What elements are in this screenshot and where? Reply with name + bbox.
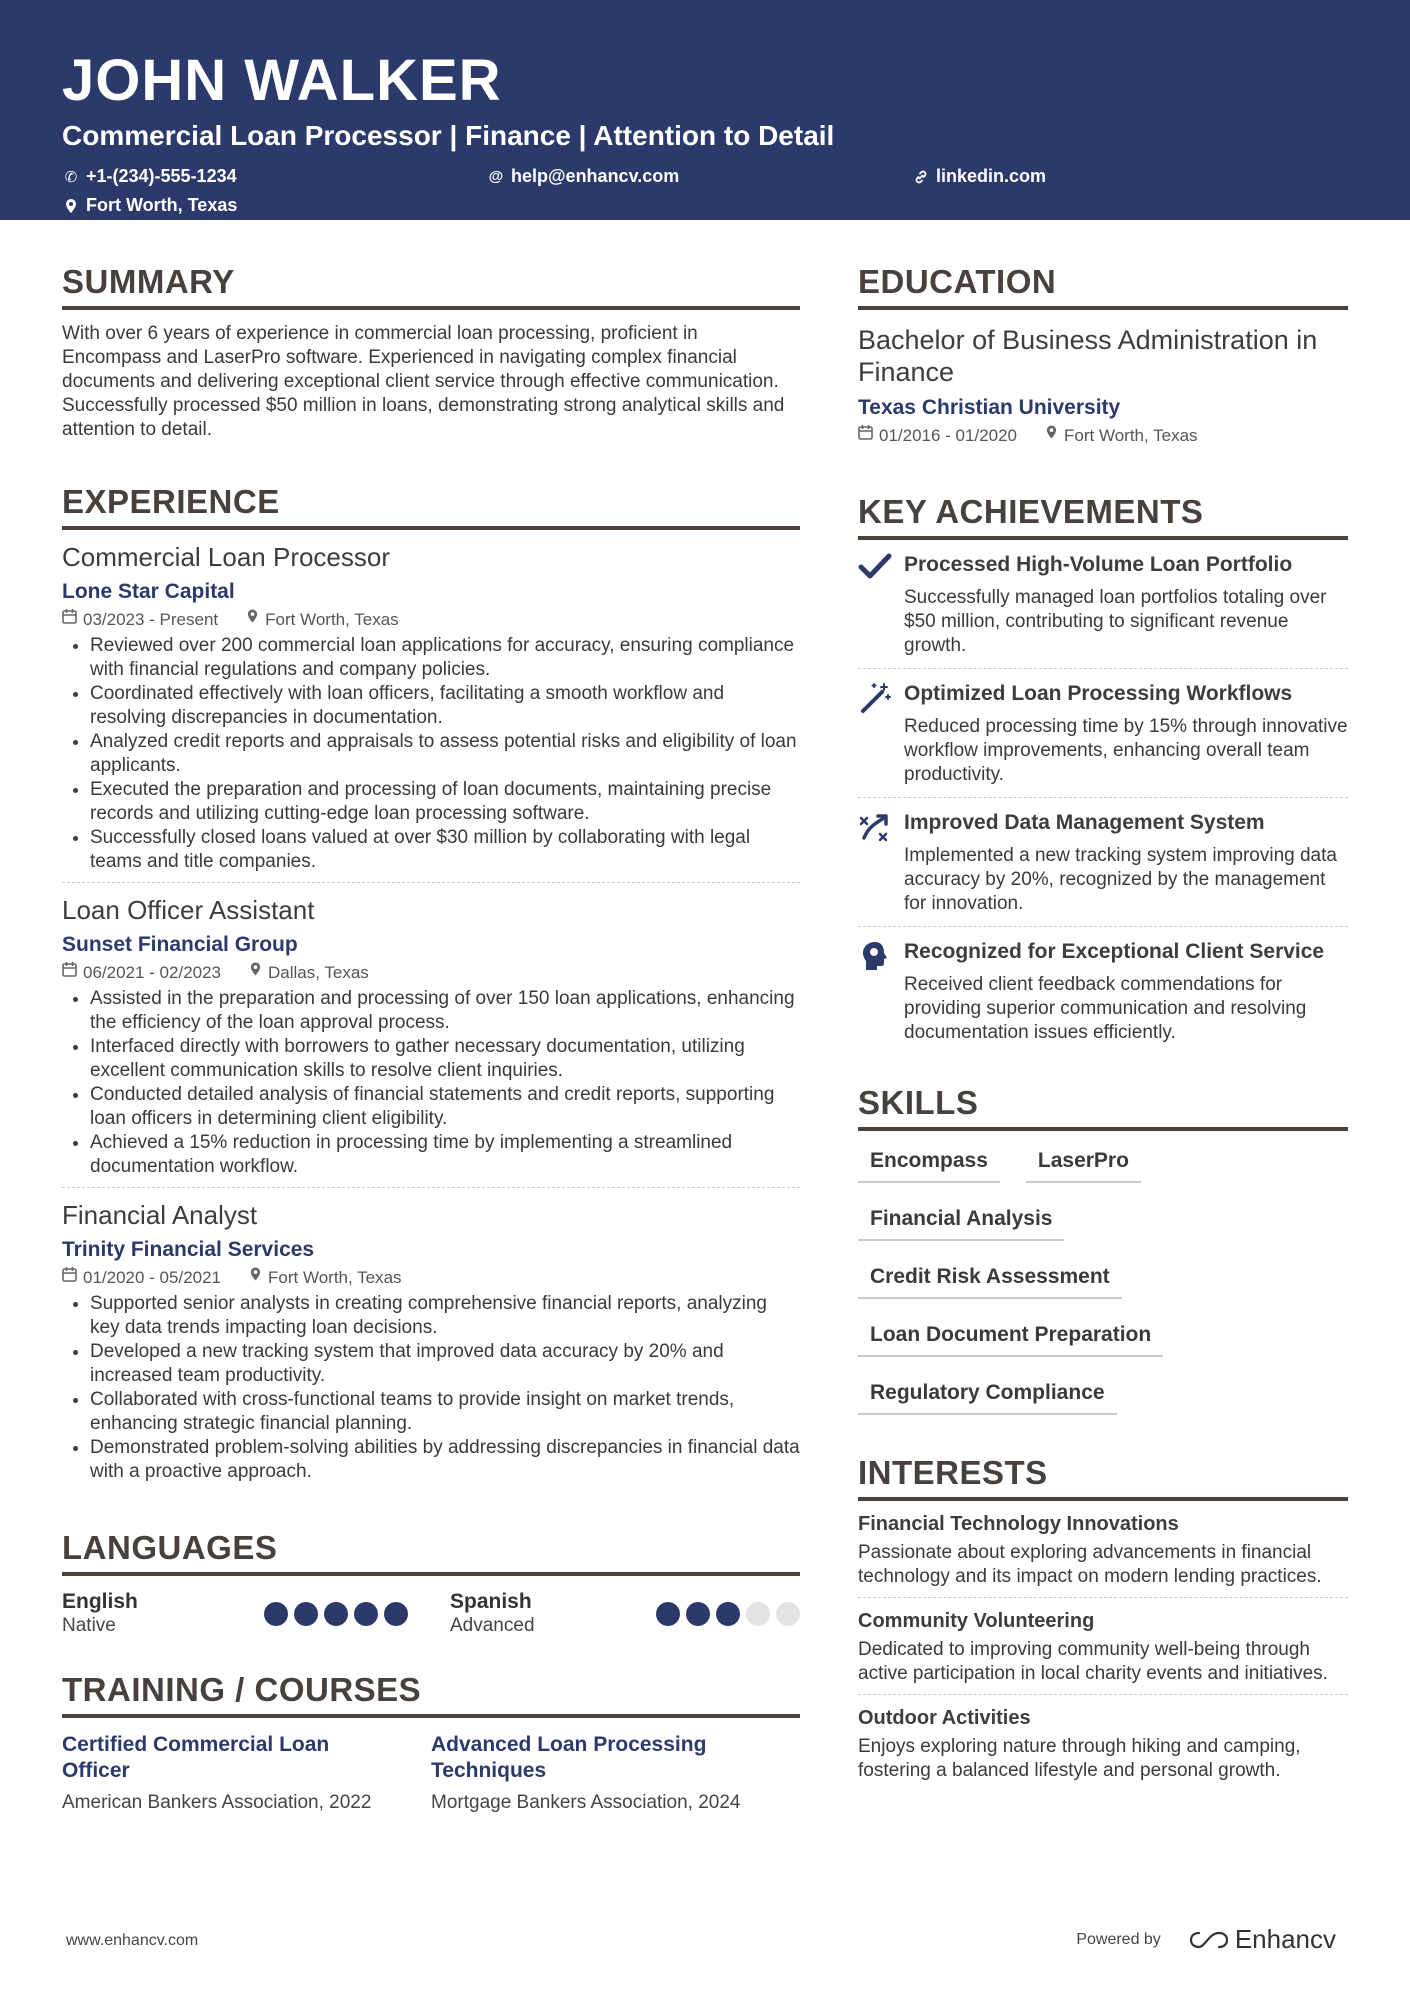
job-dates: 01/2020 - 05/2021 [83, 1268, 222, 1287]
job-meta [62, 1266, 800, 1290]
language-name: Spanish [450, 1590, 532, 1613]
course-item [62, 1732, 431, 1816]
course-title: Advanced Loan Processing Techniques [431, 1733, 707, 1782]
rating-dot-filled [384, 1602, 408, 1626]
location-pin-icon [249, 1266, 262, 1290]
language-name: English [62, 1590, 138, 1613]
phone-text: +1-(234)-555-1234 [86, 166, 237, 186]
email-text: help@enhancv.com [511, 166, 680, 186]
calendar-icon [62, 1266, 77, 1290]
job-bullets [62, 987, 800, 1179]
footer-url[interactable]: www.enhancv.com [66, 1932, 199, 1949]
job-bullet: • Demonstrated problem-solving abilities by addressing discrepancies in financial data with a proactive approach. [90, 1436, 800, 1484]
achievement-item [858, 540, 1348, 668]
powered-by-label: Powered by [1076, 1930, 1161, 1948]
calendar-icon [62, 961, 77, 985]
course-title: Certified Commercial Loan Officer [62, 1733, 330, 1782]
interest-item [858, 1597, 1348, 1694]
course-org: American Bankers Association, 2022 [62, 1792, 372, 1813]
job-title: Loan Officer Assistant [62, 895, 315, 925]
interest-item [858, 1501, 1348, 1597]
contact-phone[interactable] [62, 164, 487, 189]
education-location: Fort Worth, Texas [1064, 426, 1198, 445]
section-title: EDUCATION [858, 260, 1348, 310]
job-entry [62, 530, 800, 882]
section-title: TRAINING / COURSES [62, 1668, 800, 1718]
skill-tag: Credit Risk Assessment [858, 1259, 1122, 1299]
training-section [62, 1668, 800, 1816]
rating-dot-filled [294, 1602, 318, 1626]
job-bullet: • Analyzed credit reports and appraisals to assess potential risks and eligibility of loan applicants. [90, 730, 800, 778]
job-meta [62, 961, 800, 985]
interest-desc: Enjoys exploring nature through hiking and camping, fostering a balanced lifestyle and personal growth. [858, 1736, 1301, 1781]
rating-dot-filled [656, 1602, 680, 1626]
job-bullets [62, 634, 800, 874]
job-bullet: • Executed the preparation and processing of loan documents, maintaining precise records and utilizing cutting-edge loan processing software. [90, 778, 800, 826]
skill-tag: LaserPro [1026, 1143, 1141, 1183]
interest-title: Community Volunteering [858, 1610, 1095, 1632]
languages-list [62, 1590, 800, 1638]
achievement-item [858, 797, 1348, 926]
rating-dot-empty [746, 1602, 770, 1626]
achievement-desc: Successfully managed loan portfolios totaling over $50 million, contributing to significant revenue growth. [904, 587, 1327, 656]
link-icon [912, 169, 930, 185]
language-item [62, 1590, 408, 1638]
location-pin-icon [62, 198, 80, 214]
website-text: linkedin.com [936, 166, 1047, 186]
rating-dot-filled [324, 1602, 348, 1626]
location-text: Fort Worth, Texas [86, 195, 238, 215]
summary-text: With over 6 years of experience in commercial loan processing, proficient in Encompass and LaserPro software. Experienced in navigating complex financial documents and delivering exceptional client service through effective communication. Successfully processed $50 million in loans, demonstrating strong analytical skills and attention to detail. [62, 323, 785, 440]
section-title: INTERESTS [858, 1451, 1348, 1501]
candidate-name: JOHN WALKER [62, 48, 502, 113]
achievement-desc: Implemented a new tracking system improving data accuracy by 20%, recognized by the management for innovation. [904, 845, 1337, 914]
section-title: SKILLS [858, 1081, 1348, 1131]
job-title: Financial Analyst [62, 1200, 258, 1230]
head-profile-icon [858, 939, 904, 1045]
strategy-arrow-icon [858, 810, 904, 916]
brand-name: Enhancv [1234, 1924, 1336, 1954]
contact-website[interactable] [912, 164, 1212, 189]
job-dates: 06/2021 - 02/2023 [83, 963, 222, 982]
achievement-desc: Received client feedback commendations for providing superior communication and resolving documentation issues efficiently. [904, 974, 1307, 1043]
experience-section [62, 480, 800, 1492]
location-pin-icon [249, 961, 262, 985]
school-name: Texas Christian University [858, 396, 1121, 419]
job-bullet: • Successfully closed loans valued at over $30 million by collaborating with legal teams and title companies. [90, 826, 800, 874]
section-title: KEY ACHIEVEMENTS [858, 490, 1348, 540]
language-level: Advanced [450, 1615, 535, 1636]
company-name: Lone Star Capital [62, 580, 235, 603]
language-item [450, 1590, 800, 1638]
location-pin-icon [1045, 424, 1058, 448]
interest-title: Financial Technology Innovations [858, 1513, 1179, 1535]
location-pin-icon [246, 608, 259, 632]
rating-dot-empty [776, 1602, 800, 1626]
job-entry [62, 882, 800, 1187]
company-name: Trinity Financial Services [62, 1238, 315, 1261]
rating-dot-filled [686, 1602, 710, 1626]
achievement-title: Improved Data Management System [904, 811, 1265, 834]
job-meta [62, 608, 800, 632]
skills-section [858, 1081, 1348, 1415]
education-dates: 01/2016 - 01/2020 [879, 426, 1018, 445]
achievements-section [858, 490, 1348, 1055]
rating-dot-filled [716, 1602, 740, 1626]
skill-tag: Regulatory Compliance [858, 1375, 1117, 1415]
section-title: LANGUAGES [62, 1526, 800, 1576]
skill-tag: Financial Analysis [858, 1201, 1064, 1241]
course-item [431, 1732, 800, 1816]
skills-list [858, 1143, 1288, 1415]
interest-item [858, 1694, 1348, 1791]
achievement-title: Recognized for Exceptional Client Service [904, 940, 1325, 963]
at-icon: @ [488, 168, 504, 185]
interest-desc: Dedicated to improving community well-being through active participation in local charity events and initiatives. [858, 1639, 1328, 1684]
job-bullet: • Developed a new tracking system that improved data accuracy by 20% and increased team productivity. [90, 1340, 800, 1388]
contact-info [62, 164, 1348, 218]
candidate-headline: Commercial Loan Processor | Finance | Attention to Detail [62, 120, 835, 151]
magic-wand-icon [858, 681, 904, 787]
skill-tag: Encompass [858, 1143, 1000, 1183]
checkmark-icon [858, 552, 904, 658]
job-title: Commercial Loan Processor [62, 542, 391, 572]
education-section [858, 260, 1348, 448]
calendar-icon [62, 608, 77, 632]
achievement-title: Processed High-Volume Loan Portfolio [904, 553, 1293, 576]
resume-header [0, 0, 1410, 220]
job-bullet: • Conducted detailed analysis of financial statements and credit reports, supporting loan officers in determining client eligibility. [90, 1083, 800, 1131]
section-title: SUMMARY [62, 260, 800, 310]
skill-tag: Loan Document Preparation [858, 1317, 1163, 1357]
calendar-icon [858, 424, 873, 448]
contact-location [62, 193, 487, 218]
job-bullet: • Coordinated effectively with loan officers, facilitating a smooth workflow and resolving discrepancies in documentation. [90, 682, 800, 730]
interests-section [858, 1451, 1348, 1791]
course-org: Mortgage Bankers Association, 2024 [431, 1792, 741, 1813]
degree-title: Bachelor of Business Administration in Finance [858, 325, 1318, 387]
language-rating [264, 1602, 408, 1626]
interest-title: Outdoor Activities [858, 1707, 1031, 1729]
right-column [858, 260, 1348, 1791]
achievement-desc: Reduced processing time by 15% through innovative workflow improvements, enhancing overall team productivity. [904, 716, 1348, 785]
job-bullet: • Collaborated with cross-functional teams to provide insight on market trends, enhancing strategic financial planning. [90, 1388, 800, 1436]
language-rating [656, 1602, 800, 1626]
job-bullet: • Interfaced directly with borrowers to gather necessary documentation, utilizing excellent communication skills to resolve client inquiries. [90, 1035, 800, 1083]
courses-list [62, 1732, 800, 1816]
phone-icon: ✆ [64, 168, 78, 186]
job-location: Fort Worth, Texas [265, 610, 399, 629]
achievement-item [858, 668, 1348, 797]
brand-logo[interactable] [1187, 1924, 1336, 1955]
language-level: Native [62, 1615, 116, 1636]
job-bullet: • Achieved a 15% reduction in processing time by implementing a streamlined documentation workflow. [90, 1131, 800, 1179]
languages-section [62, 1526, 800, 1638]
job-entry [62, 1187, 800, 1492]
contact-email[interactable] [487, 164, 912, 189]
achievement-item [858, 926, 1348, 1055]
left-column [62, 260, 800, 1816]
company-name: Sunset Financial Group [62, 933, 298, 956]
infinity-logo-icon [1187, 1929, 1233, 1951]
powered-by [1076, 1924, 1336, 1955]
job-bullets [62, 1292, 800, 1484]
rating-dot-filled [264, 1602, 288, 1626]
job-bullet: • Reviewed over 200 commercial loan applications for accuracy, ensuring compliance with financial regulations and company policies. [90, 634, 800, 682]
rating-dot-filled [354, 1602, 378, 1626]
summary-section [62, 260, 800, 442]
interest-desc: Passionate about exploring advancements in financial technology and its impact on modern lending practices. [858, 1542, 1322, 1587]
education-meta [858, 424, 1348, 448]
job-bullet: • Assisted in the preparation and processing of over 150 loan applications, enhancing the efficiency of the loan approval process. [90, 987, 800, 1035]
achievement-title: Optimized Loan Processing Workflows [904, 682, 1293, 705]
job-bullet: • Supported senior analysts in creating comprehensive financial reports, analyzing key data trends impacting loan decisions. [90, 1292, 800, 1340]
section-title: EXPERIENCE [62, 480, 800, 530]
job-location: Fort Worth, Texas [268, 1268, 402, 1287]
job-location: Dallas, Texas [268, 963, 369, 982]
job-dates: 03/2023 - Present [83, 610, 219, 629]
